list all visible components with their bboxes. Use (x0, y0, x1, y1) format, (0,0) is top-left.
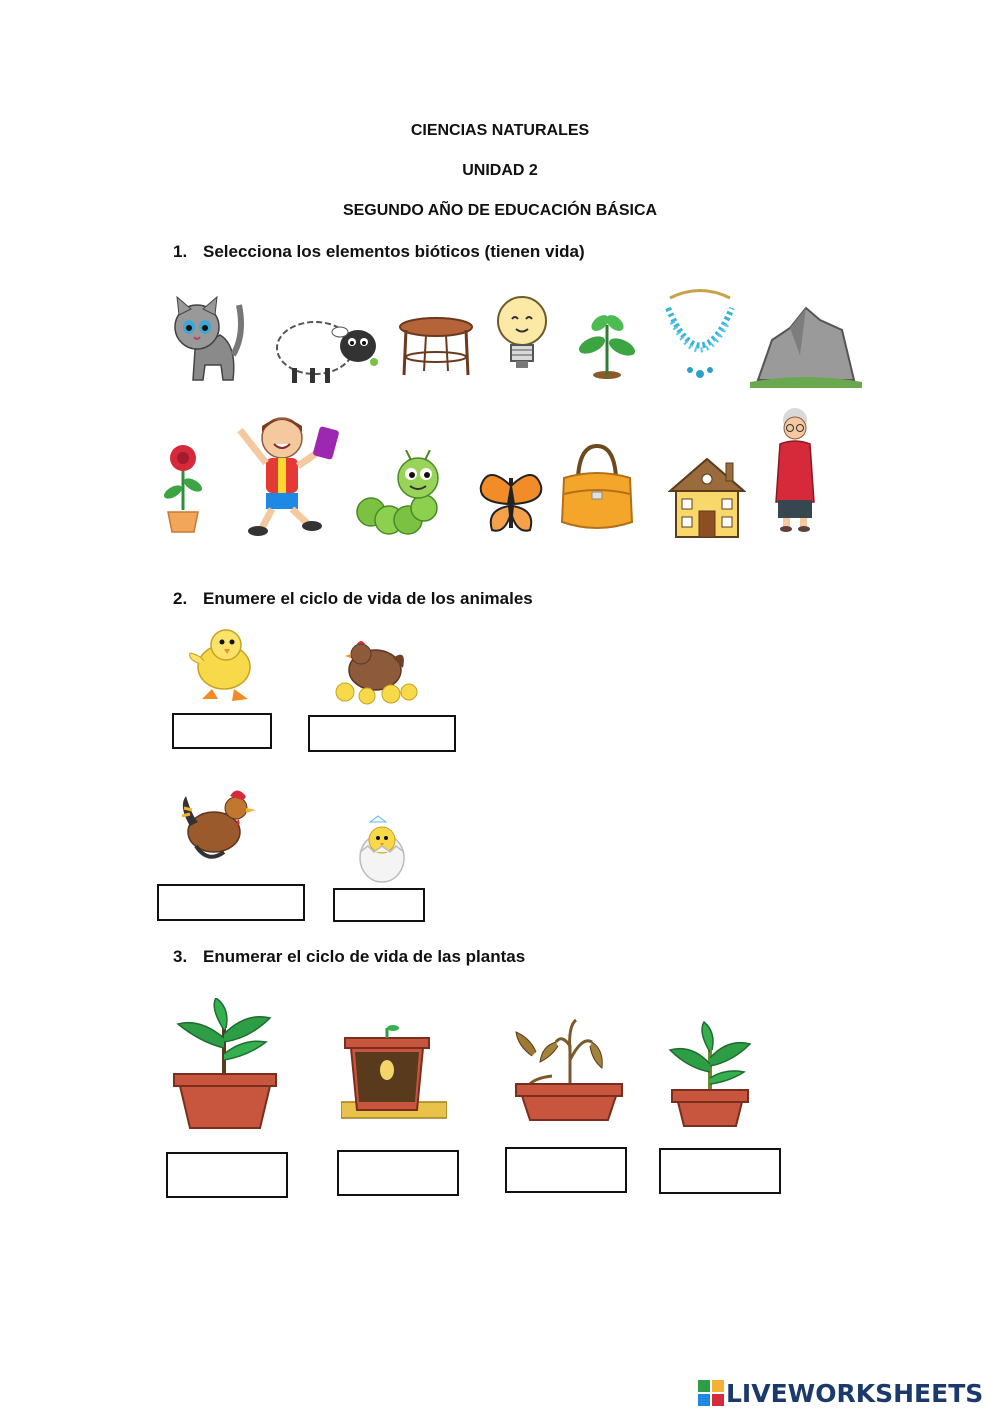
question-1 (173, 242, 585, 262)
question-1-number: 1. (173, 242, 188, 261)
question-3 (173, 947, 525, 967)
flower-picture[interactable] (158, 440, 208, 536)
question-1-text: Selecciona los elementos bióticos (tienen vida) (203, 242, 585, 261)
grandmother-picture[interactable] (770, 402, 820, 532)
question-3-text: Enumerar el ciclo de vida de las plantas (203, 947, 526, 966)
animal-cycle-box-2[interactable] (308, 715, 456, 752)
plant-cycle-box-1[interactable] (166, 1152, 288, 1198)
plant-cycle-box-4[interactable] (659, 1148, 781, 1194)
grade-title: SEGUNDO AÑO DE EDUCACIÓN BÁSICA (342, 202, 658, 219)
house-picture[interactable] (668, 455, 746, 539)
plant-cycle-box-2[interactable] (337, 1150, 459, 1196)
question-2-text: Enumere el ciclo de vida de los animales (203, 589, 533, 608)
liveworksheets-logo-text: LIVEWORKSHEETS (726, 1378, 984, 1408)
table-picture[interactable] (396, 315, 476, 377)
liveworksheets-logo[interactable] (698, 1378, 983, 1408)
young-plant-picture (664, 1020, 756, 1130)
liveworksheets-logo-icon (698, 1380, 724, 1406)
animal-cycle-box-1[interactable] (172, 713, 272, 749)
subject-title: CIENCIAS NATURALES (410, 122, 590, 139)
handbag-picture[interactable] (558, 442, 636, 534)
wilted-plant-picture (512, 1016, 626, 1124)
rooster-picture (178, 786, 260, 866)
question-2 (173, 589, 533, 609)
caterpillar-picture[interactable] (356, 450, 448, 538)
plant-cycle-box-3[interactable] (505, 1147, 627, 1193)
necklace-picture[interactable] (660, 288, 740, 383)
animal-cycle-box-4[interactable] (333, 888, 425, 922)
question-3-number: 3. (173, 947, 188, 966)
question-2-number: 2. (173, 589, 188, 608)
animal-cycle-box-3[interactable] (157, 884, 305, 921)
lightbulb-picture[interactable] (494, 293, 550, 375)
boy-picture[interactable] (232, 408, 344, 538)
seed-in-pot-picture (341, 1022, 447, 1120)
hen-with-chicks-picture (333, 636, 419, 706)
unit-title: UNIDAD 2 (462, 162, 538, 179)
hatching-egg-picture (354, 814, 410, 884)
grown-plant-picture (170, 998, 280, 1130)
butterfly-picture[interactable] (478, 466, 544, 538)
cat-picture[interactable] (165, 295, 245, 387)
seedling-picture[interactable] (572, 305, 642, 380)
sheep-picture[interactable] (270, 310, 382, 385)
chick-picture (186, 625, 258, 705)
rock-picture[interactable] (750, 300, 862, 388)
